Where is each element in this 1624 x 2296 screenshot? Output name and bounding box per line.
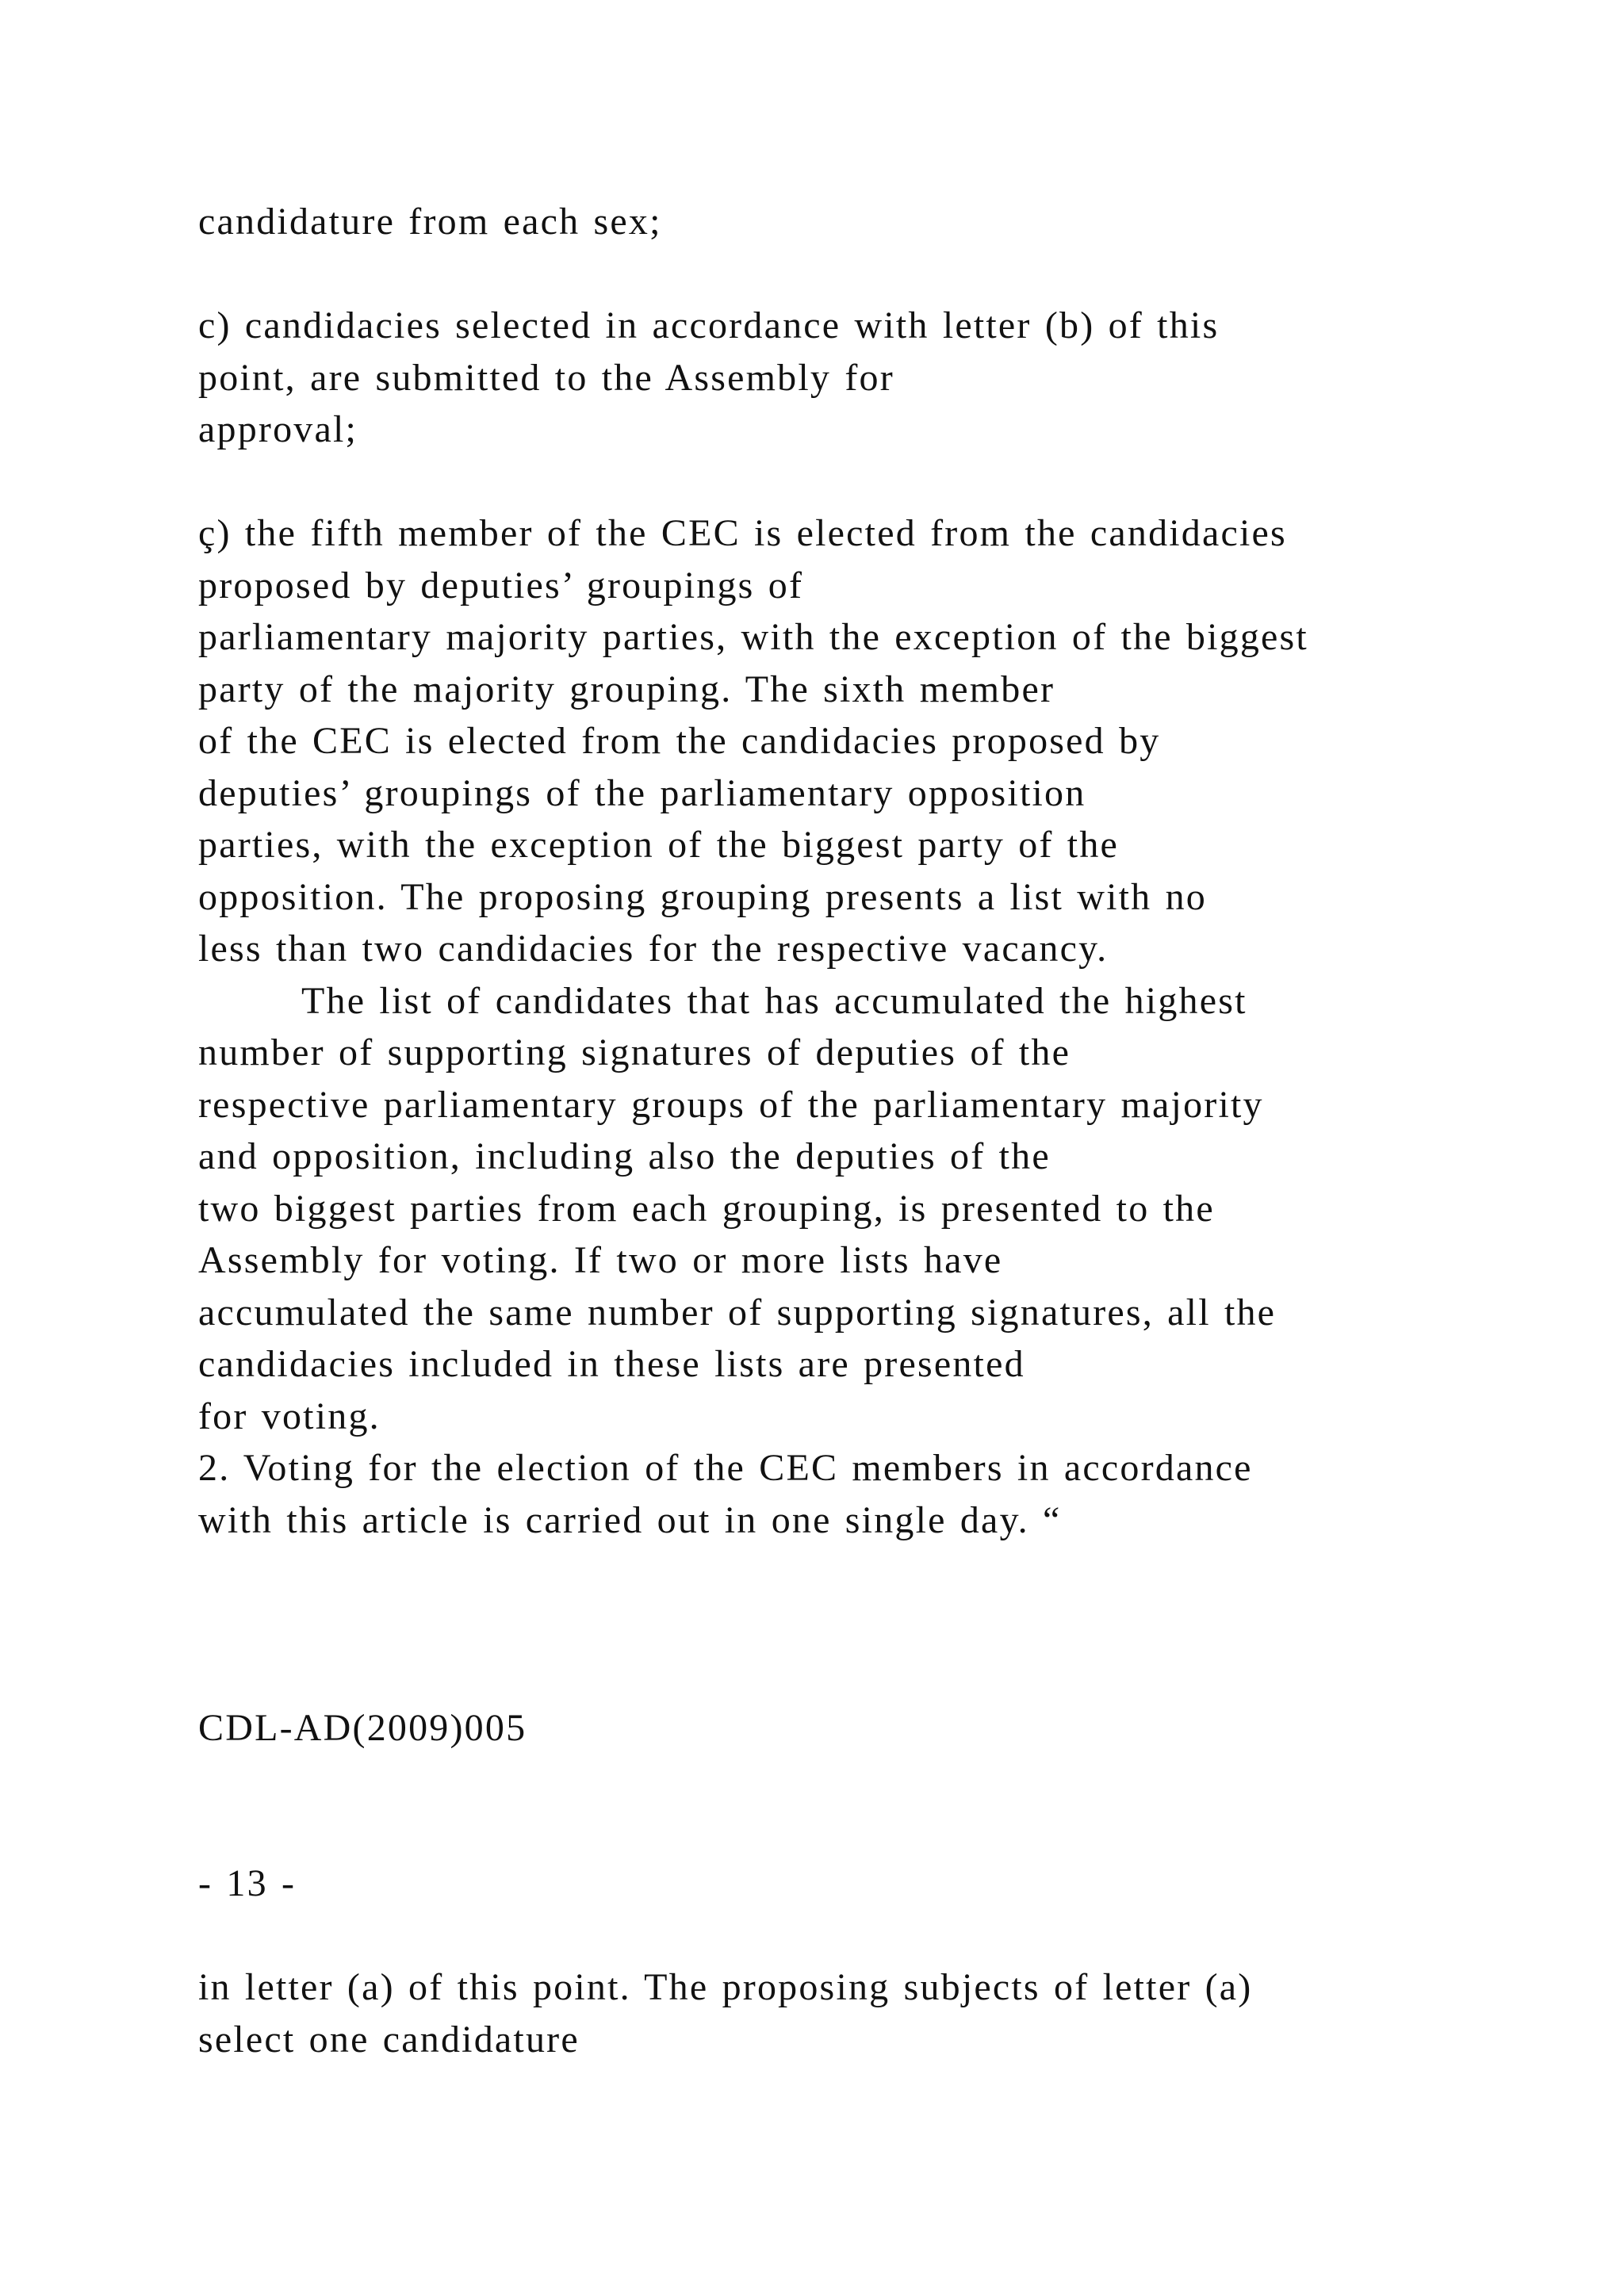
text-line: number of supporting signatures of deputies of the — [198, 1031, 1071, 1073]
page-number: - 13 - — [198, 1862, 297, 1904]
text-line: accumulated the same number of supporting signatures, all the — [198, 1291, 1277, 1334]
text-line: in letter (a) of this point. The proposing subjects of letter (a) — [198, 1966, 1253, 2008]
text-line: and opposition, including also the deputies of the — [198, 1135, 1051, 1177]
text-line: point, are submitted to the Assembly for — [198, 356, 894, 399]
text-line: candidature from each sex; — [198, 201, 662, 243]
paragraph-gap — [198, 1546, 1546, 1598]
text-line: opposition. The proposing grouping presents a list with no — [198, 875, 1207, 918]
text-line: party of the majority grouping. The sixth member — [198, 668, 1055, 710]
text-line: c) candidacies selected in accordance with letter (b) of this — [198, 304, 1220, 346]
text-line: Assembly for voting. If two or more lists have — [198, 1239, 1003, 1281]
text-line: less than two candidacies for the respective vacancy. — [198, 928, 1109, 970]
paragraph-gap — [198, 1598, 1546, 1651]
paragraph-gap — [198, 248, 1546, 300]
paragraph-gap — [198, 456, 1546, 508]
document-body — [198, 196, 1546, 2065]
paragraph-gap — [198, 1754, 1546, 1806]
indented-paragraph-start: The list of candidates that has accumulated the highest — [301, 979, 1247, 1022]
text-line: with this article is carried out in one single day. “ — [198, 1498, 1062, 1541]
text-line: parliamentary majority parties, with the exception of the biggest — [198, 616, 1308, 658]
paragraph-gap — [198, 1650, 1546, 1702]
text-line: approval; — [198, 408, 358, 450]
text-line: select one candidature — [198, 2018, 580, 2061]
text-line: 2. Voting for the election of the CEC members in accordance — [198, 1447, 1253, 1489]
text-line: ç) the fifth member of the CEC is elected from the candidacies — [198, 512, 1287, 554]
text-line: two biggest parties from each grouping, is presented to the — [198, 1187, 1215, 1230]
text-line: candidacies included in these lists are presented — [198, 1343, 1025, 1385]
text-line: parties, with the exception of the biggest party of the — [198, 824, 1120, 866]
text-line: deputies’ groupings of the parliamentary opposition — [198, 771, 1086, 814]
paragraph-gap — [198, 1806, 1546, 1858]
text-line: proposed by deputies’ groupings of — [198, 564, 804, 607]
document-reference: CDL-AD(2009)005 — [198, 1706, 527, 1749]
paragraph-gap — [198, 1910, 1546, 1962]
text-line: for voting. — [198, 1395, 381, 1437]
text-line: of the CEC is elected from the candidacies proposed by — [198, 720, 1161, 762]
text-line: respective parliamentary groups of the parliamentary majority — [198, 1083, 1264, 1126]
